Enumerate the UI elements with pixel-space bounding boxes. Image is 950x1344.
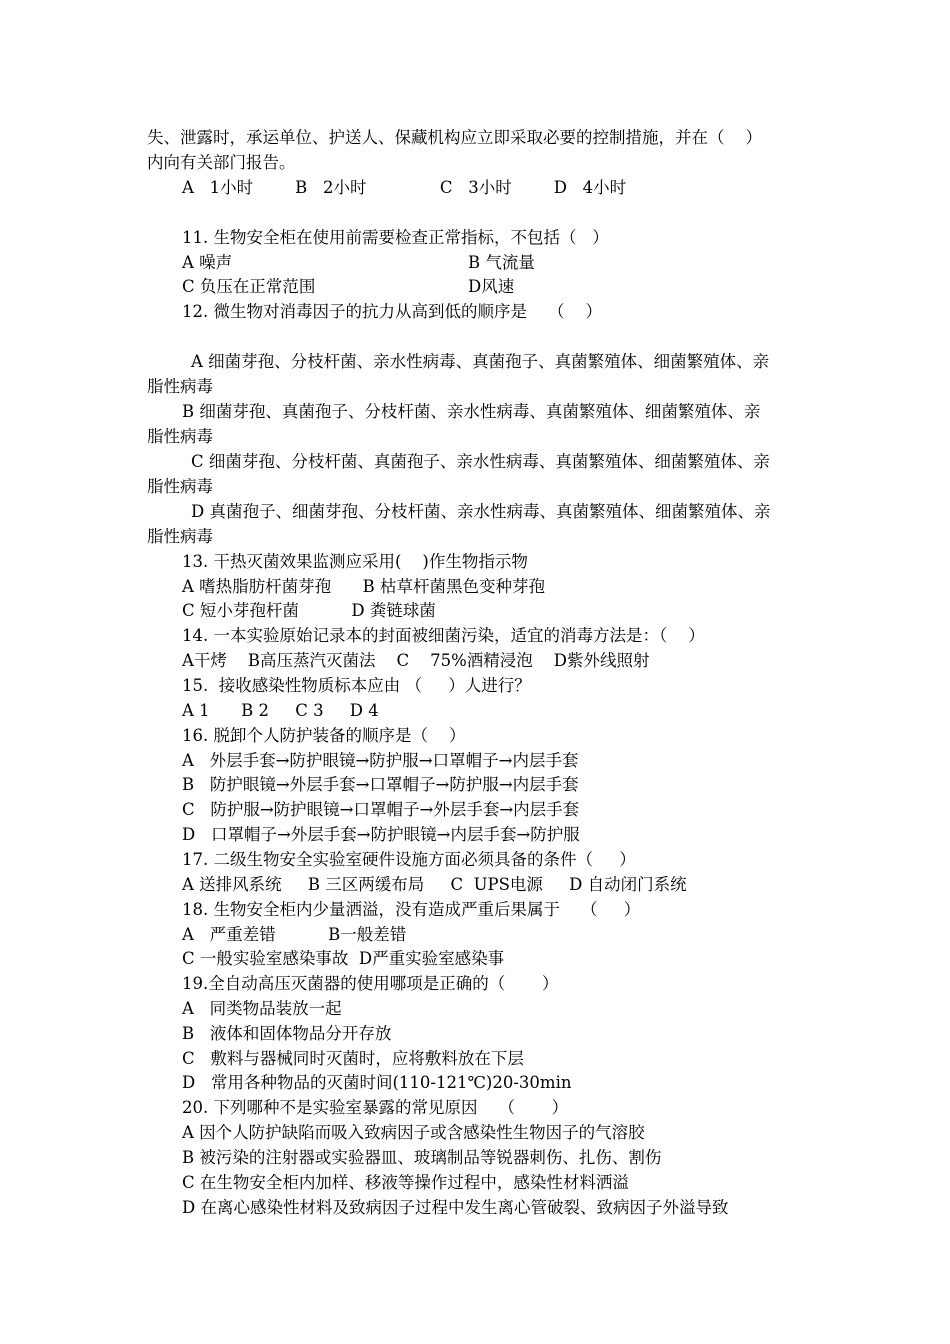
q16-stem: 16. 脱卸个人防护装备的顺序是（ ） [182, 726, 466, 745]
q12-option-c-line2: 脂性病毒 [147, 477, 213, 496]
q11-option-a: A 噪声 [182, 253, 233, 272]
q13-options-cd: C 短小芽孢杆菌 D 粪链球菌 [182, 601, 436, 620]
q11-option-d: D风速 [468, 277, 515, 296]
q12-option-c-line1: C 细菌芽孢、分枝杆菌、真菌孢子、亲水性病毒、真菌繁殖体、细菌繁殖体、亲 [191, 452, 770, 471]
q19-option-c: C 敷料与器械同时灭菌时，应将敷料放在下层 [182, 1049, 524, 1068]
q16-option-d: D 口罩帽子→外层手套→防护眼镜→内层手套→防护服 [182, 825, 580, 844]
q12-option-b-line2: 脂性病毒 [147, 427, 213, 446]
q16-option-c: C 防护服→防护眼镜→口罩帽子→外层手套→内层手套 [182, 800, 580, 819]
q12-option-a-line1: A 细菌芽孢、分枝杆菌、亲水性病毒、真菌孢子、真菌繁殖体、细菌繁殖体、亲 [191, 352, 770, 371]
q12-option-d-line1: D 真菌孢子、细菌芽孢、分枝杆菌、亲水性病毒、真菌繁殖体、细菌繁殖体、亲 [191, 502, 771, 521]
q11-stem: 11. 生物安全柜在使用前需要检查正常指标，不包括（ ） [182, 228, 609, 247]
q19-stem: 19.全自动高压灭菌器的使用哪项是正确的（ ） [182, 974, 559, 993]
q17-stem: 17. 二级生物安全实验室硬件设施方面必须具备的条件（ ） [182, 850, 636, 869]
q12-option-a-line2: 脂性病毒 [147, 377, 213, 396]
q12-option-d-line2: 脂性病毒 [147, 527, 213, 546]
q11-option-b: B 气流量 [468, 253, 535, 272]
intro-options: A 1小时 B 2小时 C 3小时 D 4小时 [182, 178, 627, 197]
q18-stem: 18. 生物安全柜内少量洒溢，没有造成严重后果属于 （ ） [182, 900, 641, 919]
q17-options: A 送排风系统 B 三区两缓布局 C UPS电源 D 自动闭门系统 [182, 875, 687, 894]
intro-line-1: 失、泄露时，承运单位、护送人、保藏机构应立即采取必要的控制措施，并在（ ） [147, 128, 762, 147]
q16-option-b: B 防护眼镜→外层手套→口罩帽子→防护服→内层手套 [182, 775, 579, 794]
q20-option-d: D 在离心感染性材料及致病因子过程中发生离心管破裂、致病因子外溢导致 [182, 1198, 729, 1217]
q16-option-a: A 外层手套→防护眼镜→防护服→口罩帽子→内层手套 [182, 751, 579, 770]
q12-stem: 12. 微生物对消毒因子的抗力从高到低的顺序是 （ ） [182, 302, 602, 321]
intro-line-2: 内向有关部门报告。 [147, 153, 296, 172]
q13-options-ab: A 嗜热脂肪杆菌芽孢 B 枯草杆菌黑色变种芽孢 [182, 577, 545, 596]
q12-option-b-line1: B 细菌芽孢、真菌孢子、分枝杆菌、亲水性病毒、真菌繁殖体、细菌繁殖体、亲 [182, 402, 761, 421]
q20-option-a: A 因个人防护缺陷而吸入致病因子或含感染性生物因子的气溶胶 [182, 1123, 645, 1142]
q19-option-d: D 常用各种物品的灭菌时间(110-121℃)20-30min [182, 1073, 572, 1092]
q13-stem: 13. 干热灭菌效果监测应采用( )作生物指示物 [182, 552, 528, 571]
q18-options-ab: A 严重差错 B一般差错 [182, 925, 407, 944]
q20-stem: 20. 下列哪种不是实验室暴露的常见原因 （ ） [182, 1098, 569, 1117]
q20-option-c: C 在生物安全柜内加样、移液等操作过程中，感染性材料洒溢 [182, 1173, 629, 1192]
q19-option-a: A 同类物品装放一起 [182, 999, 342, 1018]
q14-stem: 14. 一本实验原始记录本的封面被细菌污染，适宜的消毒方法是：（ ） [182, 626, 705, 645]
q20-option-b: B 被污染的注射器或实验器皿、玻璃制品等锐器刺伤、扎伤、割伤 [182, 1148, 662, 1167]
q14-options: A干烤 B高压蒸汽灭菌法 C 75%酒精浸泡 D紫外线照射 [182, 651, 650, 670]
q15-stem: 15. 接收感染性物质标本应由 （ ）人进行？ [182, 676, 531, 695]
q18-options-cd: C 一般实验室感染事故 D严重实验室感染事 [182, 949, 505, 968]
q11-option-c: C 负压在正常范围 [182, 277, 316, 296]
q19-option-b: B 液体和固体物品分开存放 [182, 1024, 392, 1043]
q15-options: A 1 B 2 C 3 D 4 [182, 701, 379, 720]
